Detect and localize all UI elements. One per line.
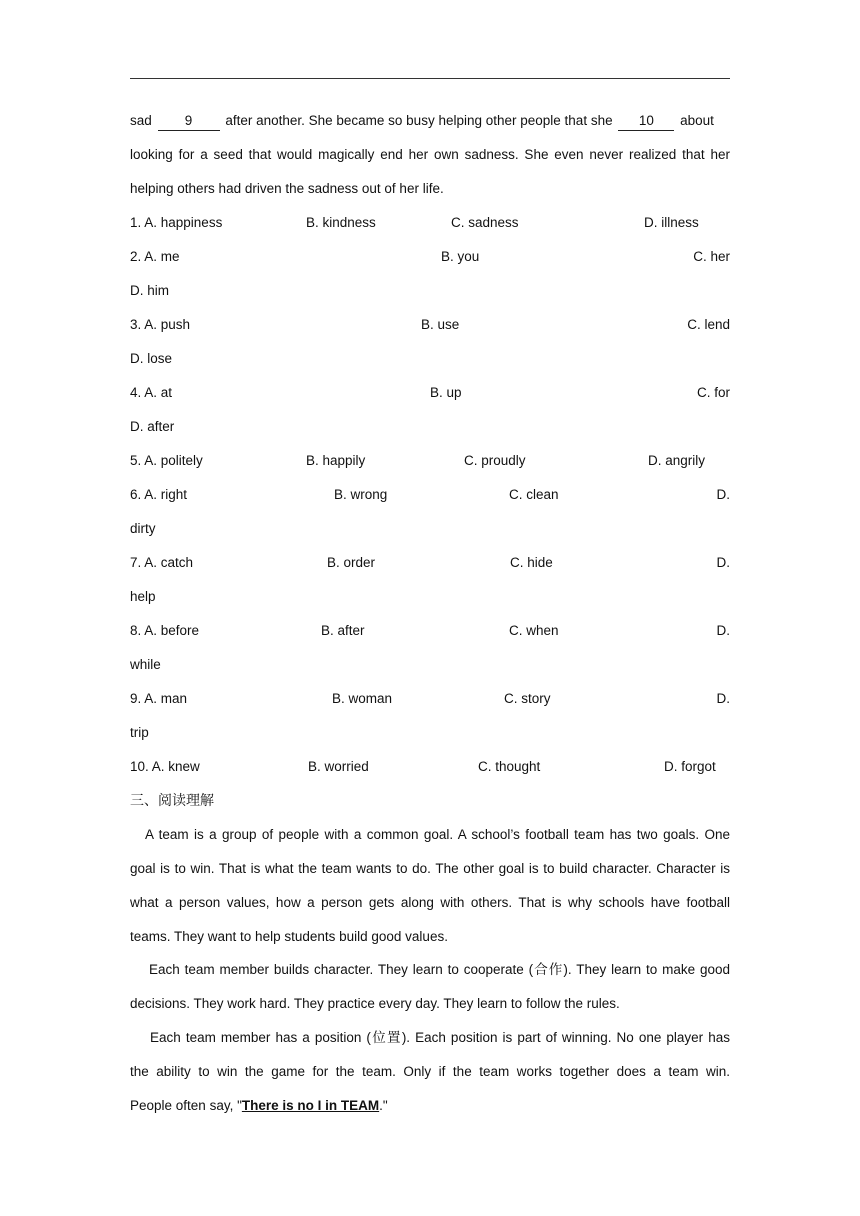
option-a: 6. A. right xyxy=(130,487,188,502)
option-c: C. hide xyxy=(510,555,553,570)
option-d-text: while xyxy=(130,657,161,672)
option-d: D. lose xyxy=(130,351,173,366)
option-b: B. kindness xyxy=(306,215,376,230)
question-9-wrap xyxy=(130,722,730,744)
option-a: 4. A. at xyxy=(130,385,173,400)
question-8-wrap xyxy=(130,654,730,676)
reading-text: ). They learn to make good xyxy=(563,962,730,977)
question-1 xyxy=(130,212,730,234)
reading-text: Each team member has a position ( xyxy=(150,1030,371,1045)
question-6-wrap xyxy=(130,518,730,540)
option-b: B. woman xyxy=(332,691,393,706)
question-6 xyxy=(130,484,730,506)
question-9 xyxy=(130,688,730,710)
option-a: 3. A. push xyxy=(130,317,191,332)
reading-cjk-gloss: 位置 xyxy=(370,1030,402,1046)
reading-text: ." xyxy=(379,1098,388,1113)
option-b: B. after xyxy=(321,623,365,638)
option-a: 2. A. me xyxy=(130,249,180,264)
reading-p1-line-1: A team is a group of people with a common goal. A school’s football team has two goals. One xyxy=(145,827,730,842)
reading-p2-line-2: decisions. They work hard. They practice every day. They learn to follow the rules. xyxy=(130,996,620,1011)
reading-p1-line-4: teams. They want to help students build good values. xyxy=(130,929,448,944)
option-d-label: D. xyxy=(716,623,730,638)
option-d: D. angrily xyxy=(648,453,706,468)
question-10 xyxy=(130,756,730,778)
option-a: 7. A. catch xyxy=(130,555,194,570)
reading-p1-line-3: what a person values, how a person gets along with others. That is why schools have football xyxy=(130,895,730,910)
reading-p3-line-3 xyxy=(130,1095,730,1117)
blank-10: 10 xyxy=(618,112,674,131)
passage-text: about xyxy=(680,113,714,128)
option-c: C. thought xyxy=(478,759,541,774)
question-7-wrap xyxy=(130,586,730,608)
option-c: C. proudly xyxy=(464,453,526,468)
option-c: C. sadness xyxy=(451,215,519,230)
option-a: 9. A. man xyxy=(130,691,188,706)
passage-line-1 xyxy=(130,110,730,132)
reading-text: People often say, " xyxy=(130,1098,242,1113)
passage-line-3: helping others had driven the sadness out of her life. xyxy=(130,181,444,196)
option-a: 5. A. politely xyxy=(130,453,203,468)
option-b: B. wrong xyxy=(334,487,388,502)
option-b: B. order xyxy=(327,555,376,570)
question-3-wrap xyxy=(130,348,730,370)
question-3 xyxy=(130,314,730,336)
option-b: B. happily xyxy=(306,453,366,468)
option-c: C. her xyxy=(693,249,730,264)
reading-emphasis: There is no I in TEAM xyxy=(241,1098,380,1113)
option-d-label: D. xyxy=(716,555,730,570)
question-5 xyxy=(130,450,730,472)
reading-p1-line-2: goal is to win. That is what the team wants to do. The other goal is to build character. Character is xyxy=(130,861,730,876)
option-b: B. use xyxy=(421,317,460,332)
question-2 xyxy=(130,246,730,268)
question-4-wrap xyxy=(130,416,730,438)
question-7 xyxy=(130,552,730,574)
option-c: C. lend xyxy=(687,317,730,332)
option-d: D. after xyxy=(130,419,175,434)
reading-cjk-gloss: 合作 xyxy=(533,962,564,978)
question-8 xyxy=(130,620,730,642)
option-c: C. story xyxy=(504,691,551,706)
section-heading: 三、阅读理解 xyxy=(130,793,214,809)
header-rule xyxy=(130,78,730,79)
passage-line-2: looking for a seed that would magically end her own sadness. She even never realized that her xyxy=(130,147,730,162)
blank-9: 9 xyxy=(158,112,220,131)
passage-text: sad xyxy=(130,113,152,128)
option-c: C. when xyxy=(509,623,559,638)
option-d: D. illness xyxy=(644,215,699,230)
reading-p2-line-1 xyxy=(149,959,730,981)
question-2-wrap xyxy=(130,280,730,302)
option-d-text: trip xyxy=(130,725,149,740)
reading-p3-line-1 xyxy=(150,1027,730,1049)
question-4 xyxy=(130,382,730,404)
option-c: C. for xyxy=(696,385,730,400)
option-d: D. him xyxy=(130,283,170,298)
option-d-label: D. xyxy=(716,487,730,502)
option-d-text: dirty xyxy=(130,521,156,536)
option-d-text: help xyxy=(130,589,156,604)
option-b: B. you xyxy=(441,249,480,264)
option-b: B. worried xyxy=(308,759,369,774)
reading-p3-line-2: the ability to win the game for the team. Only if the team works together does a team win. xyxy=(130,1064,730,1079)
option-a: 10. A. knew xyxy=(130,759,200,774)
option-c: C. clean xyxy=(509,487,559,502)
reading-text: ). Each position is part of winning. No one player has xyxy=(401,1030,730,1045)
option-a: 8. A. before xyxy=(130,623,200,638)
option-a: 1. A. happiness xyxy=(130,215,223,230)
reading-text: Each team member builds character. They learn to cooperate ( xyxy=(149,962,534,977)
option-d: D. forgot xyxy=(664,759,716,774)
option-d-label: D. xyxy=(716,691,730,706)
option-b: B. up xyxy=(430,385,462,400)
passage-text: after another. She became so busy helping other people that she xyxy=(225,113,613,128)
